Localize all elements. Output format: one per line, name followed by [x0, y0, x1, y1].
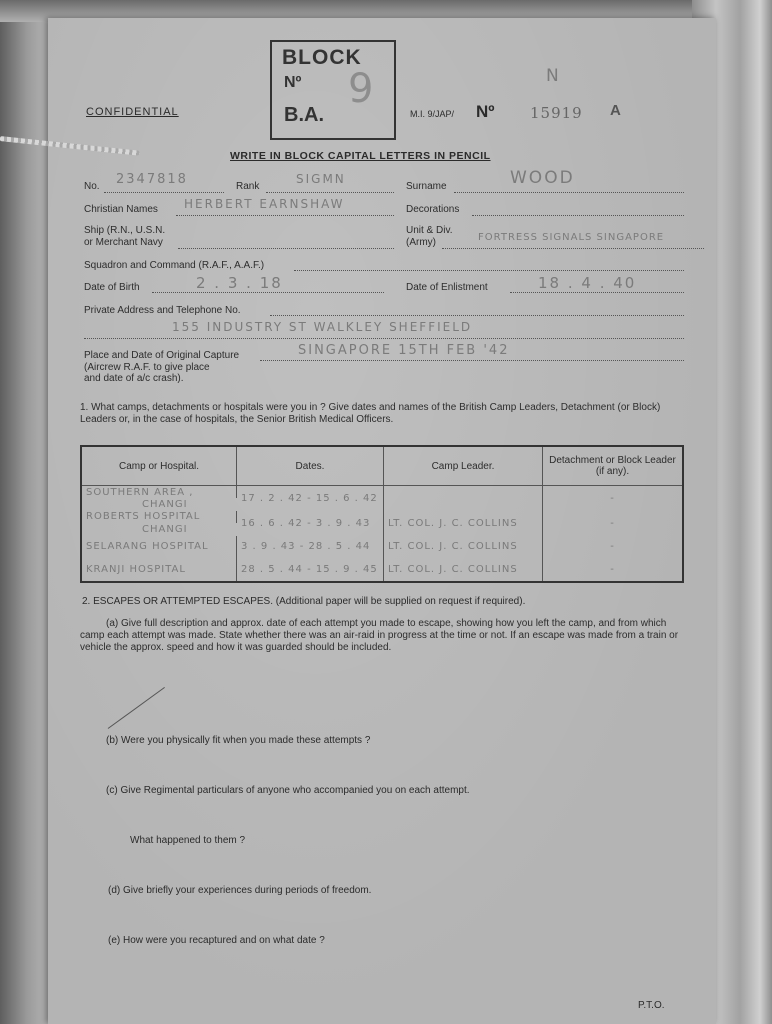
christian-names-line	[176, 215, 394, 216]
hand-mark-n: N	[546, 66, 561, 86]
unit-line	[442, 248, 704, 249]
rank-line	[266, 192, 394, 193]
capture-label-3: and date of a/c crash).	[84, 373, 184, 384]
enlistment-label: Date of Enlistment	[406, 282, 488, 293]
table-cell: 17 . 2 . 42 - 15 . 6 . 42	[237, 486, 384, 511]
unit-value: FORTRESS SIGNALS SINGAPORE	[478, 232, 665, 243]
col-detachment-header: Detachment or Block Leader (if any).	[543, 446, 684, 486]
capture-value: SINGAPORE 15TH FEB '42	[298, 343, 510, 358]
surname-value: WOOD	[510, 168, 575, 188]
hand-slash-mark	[108, 687, 165, 729]
camps-table-header	[81, 446, 683, 486]
christian-names-value: HERBERT EARNSHAW	[184, 197, 345, 211]
service-no-value: 2347818	[116, 172, 188, 187]
surname-line	[454, 192, 684, 193]
unit-label-2: (Army)	[406, 237, 436, 248]
dob-label: Date of Birth	[84, 282, 140, 293]
col-leader-header: Camp Leader.	[384, 446, 543, 486]
table-cell: -	[610, 541, 615, 553]
rank-label: Rank	[236, 181, 260, 192]
service-no-label: No.	[84, 181, 100, 192]
surname-label: Surname	[406, 181, 447, 192]
pto-label: P.T.O.	[638, 1000, 665, 1011]
question-2b: (b) Were you physically fit when you made these attempts ?	[106, 735, 371, 746]
table-cell: -	[610, 517, 615, 529]
capture-line	[260, 360, 684, 361]
table-cell: ROBERTS HOSPITAL	[81, 511, 237, 523]
question-2a: (a) Give full description and approx. date of each attempt you made to escape, showing how you left the camp, and from which camp each attempt was made. State whether there was an air-raid in progress at the time or not. If an escape was made from a train or vehicle the approx. speed and how it was guarded should be included.	[80, 618, 679, 653]
confidential-label: CONFIDENTIAL	[86, 106, 179, 118]
table-row	[81, 486, 683, 499]
question-2d: (d) Give briefly your experiences during periods of freedom.	[108, 885, 372, 896]
table-cell: LT. COL. J. C. COLLINS	[384, 511, 543, 536]
table-cell: 16 . 6 . 42 - 3 . 9 . 43	[237, 511, 384, 536]
address-value: 155 INDUSTRY ST WALKLEY SHEFFIELD	[172, 320, 473, 334]
serial-suffix: A	[610, 102, 621, 119]
question-2c: (c) Give Regimental particulars of anyone who accompanied you on each attempt.	[106, 785, 470, 796]
table-cell: SOUTHERN AREA ,	[81, 486, 237, 499]
question-2e: (e) How were you recaptured and on what date ?	[108, 935, 325, 946]
question-2c-followup: What happened to them ?	[130, 835, 246, 846]
table-cell: SELARANG HOSPITAL	[81, 536, 237, 559]
address-label: Private Address and Telephone No.	[84, 305, 241, 316]
stamp-hand-number: 9	[348, 66, 374, 112]
table-cell: -	[610, 492, 615, 504]
decorations-line	[472, 215, 684, 216]
ship-label-1: Ship (R.N., U.S.N.	[84, 225, 166, 236]
enlistment-line	[510, 292, 684, 293]
table-row	[81, 536, 683, 559]
table-cell: LT. COL. J. C. COLLINS	[384, 558, 543, 582]
dob-value: 2 . 3 . 18	[196, 274, 283, 292]
mi-reference: M.I. 9/JAP/	[410, 109, 455, 119]
table-cell: CHANGI	[142, 499, 188, 511]
unit-label-1: Unit & Div.	[406, 225, 453, 236]
dob-line	[152, 292, 384, 293]
table-cell: -	[610, 564, 615, 576]
table-cell: CHANGI	[142, 523, 188, 535]
christian-names-label: Christian Names	[84, 204, 158, 215]
table-cell: LT. COL. J. C. COLLINS	[384, 536, 543, 559]
serial-number: 15919	[530, 104, 583, 122]
stamp-line2: Nº	[284, 74, 302, 91]
number-label: Nº	[476, 102, 495, 121]
instruction-heading: WRITE IN BLOCK CAPITAL LETTERS IN PENCIL	[230, 150, 491, 162]
squadron-label: Squadron and Command (R.A.F., A.A.F.)	[84, 260, 265, 271]
squadron-line	[294, 270, 684, 271]
table-row	[81, 511, 683, 523]
rank-value: SIGMN	[296, 172, 346, 186]
col-camp-header: Camp or Hospital.	[81, 446, 237, 486]
question-2-title: 2. ESCAPES OR ATTEMPTED ESCAPES. (Additional paper will be supplied on request if required).	[82, 596, 526, 607]
table-cell: KRANJI HOSPITAL	[81, 558, 237, 582]
table-cell	[384, 486, 543, 511]
address-line-2	[84, 338, 684, 339]
stamp-line1: BLOCK	[282, 46, 362, 69]
questionnaire-page	[48, 18, 716, 1024]
ship-label-2: or Merchant Navy	[84, 237, 163, 248]
ship-line	[178, 248, 394, 249]
address-line-1	[270, 315, 684, 316]
capture-label-1: Place and Date of Original Capture	[84, 350, 240, 361]
table-cell: 28 . 5 . 44 - 15 . 9 . 45	[237, 558, 384, 582]
table-row	[81, 558, 683, 582]
capture-label-2: (Aircrew R.A.F. to give place	[84, 362, 210, 373]
block-stamp	[270, 40, 396, 140]
service-no-line	[104, 192, 224, 193]
enlistment-value: 18 . 4 . 40	[538, 274, 637, 292]
camps-table	[80, 445, 684, 583]
table-cell: 3 . 9 . 43 - 28 . 5 . 44	[237, 536, 384, 559]
question-1: 1. What camps, detachments or hospitals were you in ? Give dates and names of the British Camp Leaders, Detachment (or Block) Leaders or, in the case of hospitals, the Senior British Medical Officers.	[80, 402, 661, 425]
stamp-line3: B.A.	[284, 104, 324, 126]
col-dates-header: Dates.	[237, 446, 384, 486]
decorations-label: Decorations	[406, 204, 460, 215]
